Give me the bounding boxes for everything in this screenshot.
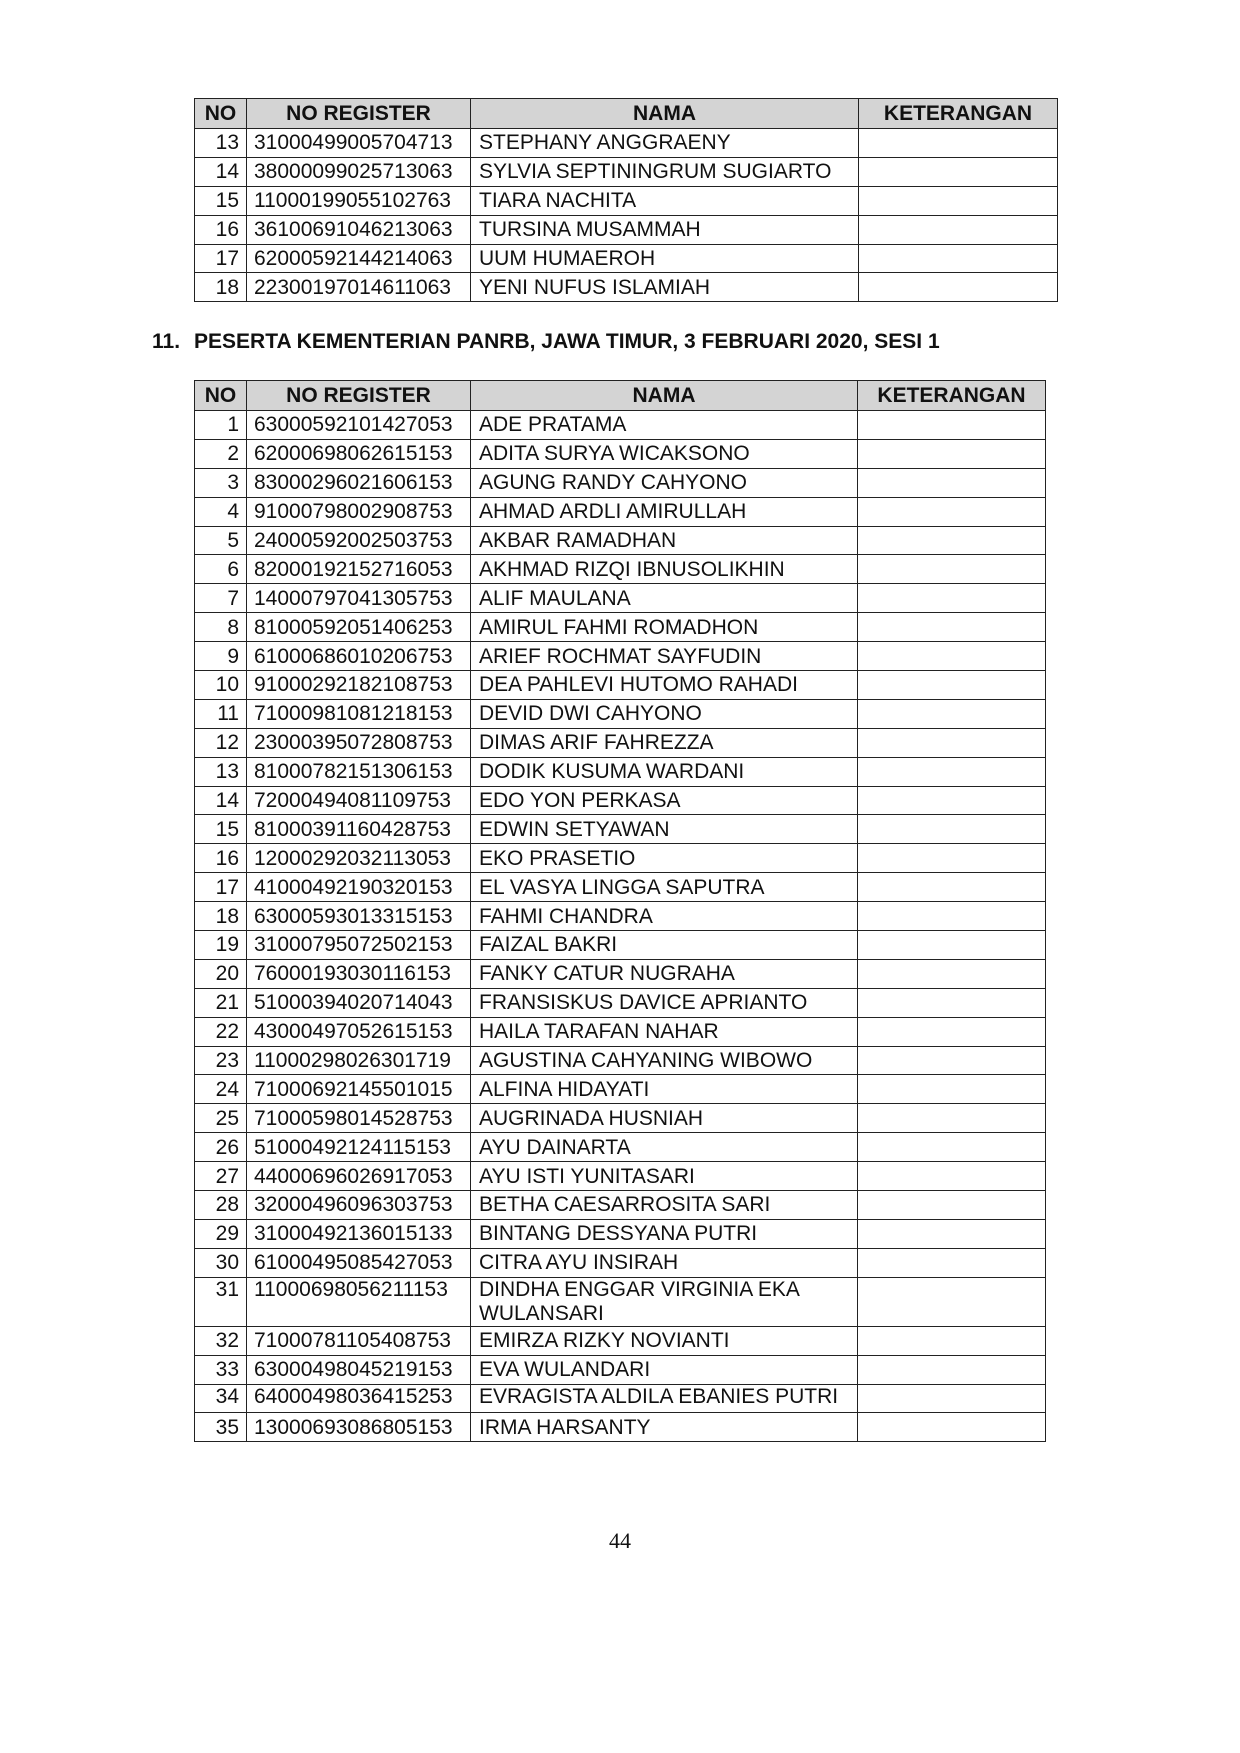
header-nama: NAMA [471,99,859,129]
cell-no: 21 [195,988,247,1017]
table-row [195,931,1046,960]
cell-no-register: 11000698056211153 [247,1277,471,1326]
cell-no-register: 61000495085427053 [247,1248,471,1277]
cell-no-register: 31000795072502153 [247,931,471,960]
table-row [195,186,1058,215]
table-row [195,468,1046,497]
table-row [195,1104,1046,1133]
header-nama: NAMA [471,381,858,411]
cell-keterangan [859,273,1058,302]
cell-keterangan [858,1017,1046,1046]
cell-no-register: 23000395072808753 [247,728,471,757]
cell-nama: FANKY CATUR NUGRAHA [471,959,858,988]
table-row [195,1277,1046,1326]
cell-no-register: 76000193030116153 [247,959,471,988]
cell-nama: EDWIN SETYAWAN [471,815,858,844]
table-row [195,671,1046,700]
table-row [195,157,1058,186]
cell-keterangan [858,844,1046,873]
cell-nama: HAILA TARAFAN NAHAR [471,1017,858,1046]
cell-no-register: 64000498036415253 [247,1384,471,1413]
table-header-row [195,99,1058,129]
table-row [195,1017,1046,1046]
cell-nama: AUGRINADA HUSNIAH [471,1104,858,1133]
cell-keterangan [859,157,1058,186]
cell-keterangan [858,931,1046,960]
cell-keterangan [858,497,1046,526]
table-row [195,244,1058,273]
cell-no: 30 [195,1248,247,1277]
cell-nama: ADE PRATAMA [471,411,858,440]
cell-no-register: 51000492124115153 [247,1133,471,1162]
cell-no-register: 63000593013315153 [247,902,471,931]
cell-no-register: 43000497052615153 [247,1017,471,1046]
cell-no-register: 31000499005704713 [247,129,471,158]
cell-nama: EVRAGISTA ALDILA EBANIES PUTRI [471,1384,858,1413]
cell-no-register: 81000391160428753 [247,815,471,844]
cell-keterangan [858,1384,1046,1413]
cell-nama: EL VASYA LINGGA SAPUTRA [471,873,858,902]
participant-table-section-11 [194,380,1046,1442]
cell-nama: IRMA HARSANTY [471,1413,858,1442]
table-row [195,1326,1046,1355]
cell-nama: AKBAR RAMADHAN [471,526,858,555]
section-heading [152,330,940,354]
cell-keterangan [858,468,1046,497]
table-row [195,1248,1046,1277]
cell-nama: EMIRZA RIZKY NOVIANTI [471,1326,858,1355]
header-no: NO [195,99,247,129]
cell-nama: BETHA CAESARROSITA SARI [471,1191,858,1220]
cell-nama: EDO YON PERKASA [471,786,858,815]
cell-no: 15 [195,815,247,844]
cell-nama: AHMAD ARDLI AMIRULLAH [471,497,858,526]
cell-keterangan [858,959,1046,988]
cell-no: 16 [195,844,247,873]
cell-nama: AKHMAD RIZQI IBNUSOLIKHIN [471,555,858,584]
table-row [195,526,1046,555]
cell-no-register: 36100691046213063 [247,215,471,244]
cell-keterangan [858,439,1046,468]
cell-no-register: 24000592002503753 [247,526,471,555]
cell-no-register: 83000296021606153 [247,468,471,497]
cell-no-register: 63000498045219153 [247,1355,471,1384]
table-row [195,873,1046,902]
table-row [195,1219,1046,1248]
cell-keterangan [858,1248,1046,1277]
cell-keterangan [858,873,1046,902]
cell-no: 33 [195,1355,247,1384]
cell-keterangan [858,699,1046,728]
cell-nama: TURSINA MUSAMMAH [471,215,859,244]
cell-keterangan [858,411,1046,440]
cell-no: 26 [195,1133,247,1162]
cell-keterangan [858,1046,1046,1075]
section-number: 11. [152,330,181,353]
cell-no: 17 [195,244,247,273]
table-body [195,411,1046,1442]
table-row [195,613,1046,642]
cell-no: 34 [195,1384,247,1413]
cell-no-register: 81000592051406253 [247,613,471,642]
table-row [195,757,1046,786]
cell-no-register: 51000394020714043 [247,988,471,1017]
table-row [195,1075,1046,1104]
cell-no-register: 71000781105408753 [247,1326,471,1355]
cell-nama: FRANSISKUS DAVICE APRIANTO [471,988,858,1017]
table-row [195,439,1046,468]
cell-nama: AGUNG RANDY CAHYONO [471,468,858,497]
cell-nama: TIARA NACHITA [471,186,859,215]
cell-nama: DINDHA ENGGAR VIRGINIA EKA WULANSARI [471,1277,858,1326]
table-row [195,728,1046,757]
cell-no: 2 [195,439,247,468]
cell-no: 20 [195,959,247,988]
cell-nama: DEVID DWI CAHYONO [471,699,858,728]
cell-no-register: 72000494081109753 [247,786,471,815]
cell-no-register: 71000598014528753 [247,1104,471,1133]
cell-keterangan [858,815,1046,844]
cell-nama: YENI NUFUS ISLAMIAH [471,273,859,302]
cell-keterangan [858,613,1046,642]
cell-keterangan [858,584,1046,613]
cell-keterangan [859,244,1058,273]
cell-keterangan [858,642,1046,671]
cell-nama: SYLVIA SEPTININGRUM SUGIARTO [471,157,859,186]
cell-nama: AGUSTINA CAHYANING WIBOWO [471,1046,858,1075]
cell-no-register: 11000298026301719 [247,1046,471,1075]
cell-no: 5 [195,526,247,555]
cell-keterangan [858,1162,1046,1191]
section-title: PESERTA KEMENTERIAN PANRB, JAWA TIMUR, 3 FEBRUARI 2020, SESI 1 [194,330,940,353]
cell-no-register: 22300197014611063 [247,273,471,302]
cell-no: 14 [195,786,247,815]
cell-nama: CITRA AYU INSIRAH [471,1248,858,1277]
cell-nama: AYU ISTI YUNITASARI [471,1162,858,1191]
cell-no-register: 62000592144214063 [247,244,471,273]
cell-no: 22 [195,1017,247,1046]
cell-nama: AYU DAINARTA [471,1133,858,1162]
cell-no: 24 [195,1075,247,1104]
cell-no: 10 [195,671,247,700]
cell-no-register: 62000698062615153 [247,439,471,468]
cell-no-register: 13000693086805153 [247,1413,471,1442]
cell-nama: EKO PRASETIO [471,844,858,873]
cell-no: 16 [195,215,247,244]
cell-nama: AMIRUL FAHMI ROMADHON [471,613,858,642]
cell-no-register: 11000199055102763 [247,186,471,215]
cell-no: 35 [195,1413,247,1442]
table-header-row [195,381,1046,411]
cell-no-register: 32000496096303753 [247,1191,471,1220]
cell-no: 27 [195,1162,247,1191]
cell-keterangan [858,786,1046,815]
cell-no: 25 [195,1104,247,1133]
cell-nama: ADITA SURYA WICAKSONO [471,439,858,468]
cell-no-register: 41000492190320153 [247,873,471,902]
cell-no: 13 [195,129,247,158]
cell-no: 8 [195,613,247,642]
cell-no-register: 44000696026917053 [247,1162,471,1191]
cell-keterangan [858,1133,1046,1162]
cell-nama: BINTANG DESSYANA PUTRI [471,1219,858,1248]
cell-no: 3 [195,468,247,497]
cell-keterangan [858,1413,1046,1442]
cell-nama: EVA WULANDARI [471,1355,858,1384]
cell-no: 18 [195,902,247,931]
cell-keterangan [858,728,1046,757]
header-keterangan: KETERANGAN [859,99,1058,129]
table-row [195,584,1046,613]
cell-no-register: 12000292032113053 [247,844,471,873]
cell-keterangan [859,186,1058,215]
header-no-register: NO REGISTER [247,99,471,129]
cell-keterangan [858,1355,1046,1384]
cell-no: 28 [195,1191,247,1220]
cell-no: 15 [195,186,247,215]
cell-keterangan [858,555,1046,584]
table-row [195,699,1046,728]
cell-keterangan [858,1075,1046,1104]
cell-nama: STEPHANY ANGGRAENY [471,129,859,158]
table-row [195,642,1046,671]
cell-keterangan [859,215,1058,244]
header-keterangan: KETERANGAN [858,381,1046,411]
cell-keterangan [858,1191,1046,1220]
cell-no: 32 [195,1326,247,1355]
cell-no-register: 71000692145501015 [247,1075,471,1104]
cell-nama: FAIZAL BAKRI [471,931,858,960]
table-row [195,1191,1046,1220]
table-row [195,1133,1046,1162]
cell-no-register: 71000981081218153 [247,699,471,728]
table-row [195,555,1046,584]
cell-no-register: 61000686010206753 [247,642,471,671]
table-row [195,497,1046,526]
cell-nama: UUM HUMAEROH [471,244,859,273]
cell-nama: FAHMI CHANDRA [471,902,858,931]
cell-keterangan [858,988,1046,1017]
table-row [195,1162,1046,1191]
table-row [195,844,1046,873]
cell-no: 7 [195,584,247,613]
header-no: NO [195,381,247,411]
cell-no: 31 [195,1277,247,1326]
table-row [195,1046,1046,1075]
cell-no: 6 [195,555,247,584]
cell-no-register: 81000782151306153 [247,757,471,786]
table-row [195,786,1046,815]
table-row [195,1413,1046,1442]
table-row [195,1355,1046,1384]
table-row [195,902,1046,931]
cell-no-register: 63000592101427053 [247,411,471,440]
table-row [195,273,1058,302]
cell-no: 19 [195,931,247,960]
cell-nama: ALFINA HIDAYATI [471,1075,858,1104]
table-row [195,1384,1046,1413]
cell-no-register: 38000099025713063 [247,157,471,186]
cell-keterangan [858,671,1046,700]
cell-no-register: 82000192152716053 [247,555,471,584]
cell-keterangan [858,1326,1046,1355]
cell-keterangan [858,902,1046,931]
cell-nama: ALIF MAULANA [471,584,858,613]
cell-keterangan [858,1277,1046,1326]
cell-no: 1 [195,411,247,440]
cell-nama: DEA PAHLEVI HUTOMO RAHADI [471,671,858,700]
header-no-register: NO REGISTER [247,381,471,411]
cell-no: 29 [195,1219,247,1248]
cell-nama: DODIK KUSUMA WARDANI [471,757,858,786]
table-row [195,988,1046,1017]
participant-table-continued [194,98,1058,302]
cell-no: 18 [195,273,247,302]
cell-nama: ARIEF ROCHMAT SAYFUDIN [471,642,858,671]
cell-keterangan [859,129,1058,158]
cell-no: 11 [195,699,247,728]
cell-no: 14 [195,157,247,186]
cell-nama: DIMAS ARIF FAHREZZA [471,728,858,757]
cell-no-register: 14000797041305753 [247,584,471,613]
cell-no: 12 [195,728,247,757]
page-number: 44 [609,1528,631,1553]
cell-no: 9 [195,642,247,671]
cell-keterangan [858,757,1046,786]
cell-keterangan [858,1104,1046,1133]
cell-no: 4 [195,497,247,526]
table-row [195,959,1046,988]
cell-no: 17 [195,873,247,902]
cell-no-register: 91000292182108753 [247,671,471,700]
table-row [195,815,1046,844]
cell-no-register: 31000492136015133 [247,1219,471,1248]
cell-keterangan [858,1219,1046,1248]
cell-no-register: 91000798002908753 [247,497,471,526]
table-row [195,129,1058,158]
cell-no: 23 [195,1046,247,1075]
table-body [195,129,1058,302]
table-row [195,215,1058,244]
table-row [195,411,1046,440]
cell-keterangan [858,526,1046,555]
cell-no: 13 [195,757,247,786]
